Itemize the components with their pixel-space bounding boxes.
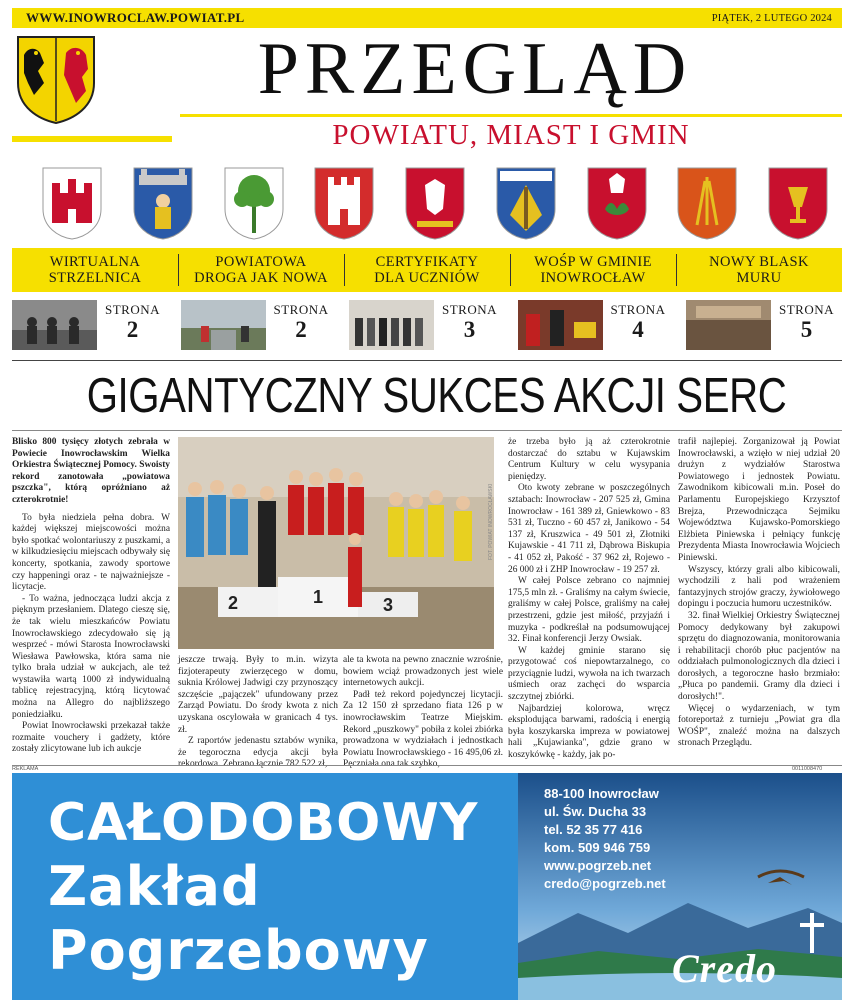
thumbnail-card[interactable] (686, 298, 842, 352)
page-label: STRONA (778, 302, 834, 317)
teaser-county-road[interactable] (178, 248, 344, 292)
teaser-nav (12, 248, 842, 292)
thumbnail-photo (686, 300, 771, 350)
masthead-subtitle: POWIATU, MIAST I GMIN (332, 119, 690, 151)
article-paragraph: że trzeba było ją aż czterokrotnie dostarczać do sztabu w Kujawskim Centrum Kultury w celu wysypania pieniędzy. (508, 437, 670, 482)
page-number: 4 (632, 317, 644, 342)
main-headline: GIGANTYCZNY SUKCES AKCJI SERC (86, 369, 787, 423)
article-paragraph: trafił najlepiej. Zorganizował ją Powiat Inowrocławski, a wzięło w niej udział 20 drużyn z wydziałów Starostwa Powiatowego i jednostek Powiatu. Zawodnikom kibicowali m.in. Poseł do Parlamentu Europejskiego Krzysztof Brejza, Przewodnicząca Sejmiku Województwa Kujawsko-Pomorskiego Elżbieta Piniewska i pełniący funkcję Prezydenta Miasta Inowrocławia Wojciech Piniewski. (678, 437, 840, 563)
ad-phone[interactable]: tel. 52 35 77 416 (544, 822, 643, 837)
page-number: 2 (126, 317, 139, 342)
article-paragraph: W każdej gminie starano się przygotować coś niepowtarzalnego, co przyciągnie ludzi, wywoła na ich twarzach uśmiech oraz zachęci do wsparcia szczytnej zbiórki. (508, 645, 670, 703)
ad-mobile[interactable]: kom. 509 946 759 (544, 840, 651, 855)
article-paragraph: Wszyscy, którzy grali albo kibicowali, wychodzili z hali pod wrażeniem fantazyjnych strojów graczy, żywiołowego dopingu i poczucia humoru uczestników. (678, 564, 840, 610)
ad-address: 88-100 Inowrocław (544, 786, 659, 801)
thumbnail-photo (349, 300, 434, 350)
teaser-line: INOWROCŁAW (540, 270, 646, 286)
ad-website-link[interactable]: www.pogrzeb.net (544, 858, 652, 873)
crest-inowroclaw-icon (40, 165, 104, 241)
ad-number: 0011008470 (792, 766, 823, 772)
crest-inowroclaw-county-icon (403, 165, 467, 241)
article-paragraph: - To ważna, jednocząca ludzi akcja z pięknym przesłaniem. Dlatego cieszę się, że tak wielu mieszkańców Powiatu Inowrocławskiego zdecydowało się ją wesprzeć - mówi Starosta Inowrocławski Wiesława Pawłowska, która sama nie tylko brała udział w aukcjach, ale też wystawiła wartą 1000 zł indywidualną tablicę rejestracyjną, którą licytować można na Allegro do najbliższego poniedziałku. (12, 593, 170, 720)
divider (12, 430, 842, 431)
page-number: 2 (295, 317, 307, 342)
top-bar (12, 8, 842, 28)
article-column-2 (178, 655, 338, 771)
page-label: STRONA (441, 302, 497, 317)
article-paragraph: To była niedziela pełna dobra. W każdej większej miejscowości można było spotkać wolontariuszy z puszkami, a w kilkudziesięciu miejscach odbywały się koncerty, spotkania, zawody sportowe czy happeningi oraz - te najważniejsze - licytacje. (12, 512, 170, 593)
masthead-accent-bar (12, 136, 172, 142)
funeral-home-ad[interactable] (12, 773, 842, 1000)
masthead-rule (180, 114, 842, 117)
page-label: STRONA (610, 302, 666, 317)
municipal-crests-row (40, 165, 830, 245)
masthead-title: PRZEGLĄD (257, 28, 693, 110)
issue-date: PIĄTEK, 2 LUTEGO 2024 (711, 12, 832, 24)
crest-gmina-inowroclaw-icon (494, 165, 558, 241)
teaser-line: DROGA JAK NOWA (194, 270, 328, 286)
teaser-shooting-range[interactable] (12, 248, 178, 292)
article-paragraph: Powiat Inowrocławski przekazał także rozmaite vouchery i gadżety, które zostały zlicytowane lub ich aukcje (12, 721, 170, 755)
crest-rojewo-icon (766, 165, 830, 241)
teaser-line: MURU (736, 270, 782, 286)
county-crest-icon (14, 33, 98, 125)
thumbnail-photo (12, 300, 97, 350)
teaser-line: POWIATOWA (215, 254, 307, 270)
teaser-line: DLA UCZNIÓW (374, 270, 480, 286)
article-paragraph: jeszcze trwają. Były to m.in. wizyta fizjoterapeuty zwierzęcego w domu, suknia Królowej Jadwigi czy przynoszący szczęście „pajączek" ufundowany przez Zarząd Powiatu. Do środy kwota z nich uzyskana oscylowała w granicach 4 tys. zł. (178, 655, 338, 735)
teaser-thumbnails (12, 298, 842, 352)
article-paragraph: Oto kwoty zebrane w poszczególnych sztabach: Inowrocław - 207 525 zł, Gmina Inowrocław - 161 389 zł, Gniewkowo - 83 531 zł, Tuczno - 60 457 zł, Janikowo - 54 137 zł, Kruszwica - 49 501 zł, Złotniki Kujawskie - 41 711 zł, Dąbrowa Biskupia - 41 052 zł, Pakość - 37 962 zł, Rojewo - 26 000 zł i ZHP Inowrocław - 19 257 zł. (508, 483, 670, 575)
thumbnail-card[interactable] (349, 298, 505, 352)
page-number: 5 (800, 317, 813, 342)
ad-headline-line-2: Zakład (48, 855, 261, 918)
teaser-line: CERTYFIKATY (375, 254, 479, 270)
page-number: 3 (463, 317, 476, 342)
teaser-line: STRZELNICA (48, 270, 142, 286)
crest-kruszwica-icon (312, 165, 376, 241)
article-paragraph: W całej Polsce zebrano co najmniej 175,5 mln zł. - Graliśmy na całym świecie, graliśmy w całej Polsce, graliśmy na całej przestrzeni, gdzie jest miłość, przyjaźń i muzyka - podkreślał na podsumowującej 32. Finał konferencji Jerzy Owsiak. (508, 576, 670, 645)
thumbnail-card[interactable] (12, 298, 168, 352)
article-paragraph: 32. finał Wielkiej Orkiestry Świątecznej Pomocy dedykowany był zakupowi sprzętu do diagnozowania, monitorowania i rehabilitacji chorób płuc pacjentów na oddziałach pulmonologicznych dla dzieci i dorosłych, a tegoroczne hasło brzmiało: „Płuca po pandemii. Gramy dla dzieci i dorosłych!". (678, 610, 840, 703)
thumbnail-photo (181, 300, 266, 350)
page-label: STRONA (273, 302, 329, 317)
crest-gniewkowo-icon (131, 165, 195, 241)
svg-text:2: 2 (228, 593, 239, 613)
article-column-5 (678, 437, 840, 750)
crest-zlotniki-kujawskie-icon (675, 165, 739, 241)
svg-text:1: 1 (313, 587, 324, 607)
teaser-wall[interactable] (676, 248, 842, 292)
article-paragraph: ale ta kwota na pewno znacznie wzrośnie, bowiem wciąż prowadzonych jest wiele internetowych aukcji. (343, 655, 503, 689)
photo-credit: FOT. POWIAT INOWROCŁAWSKI (488, 483, 494, 560)
svg-text:3: 3 (383, 595, 394, 615)
article-column-4 (508, 437, 670, 762)
ad-headline-line-3: Pogrzebowy (48, 919, 429, 982)
thumbnail-card[interactable] (181, 298, 337, 352)
thumbnail-photo (518, 300, 603, 350)
ad-brand-logo: Credo (672, 946, 777, 991)
divider (12, 765, 842, 766)
article-column-1 (12, 437, 170, 756)
site-url[interactable]: WWW.INOWROCLAW.POWIAT.PL (26, 10, 245, 25)
article-paragraph: Padł też rekord pojedynczej licytacji. Za 12 150 zł sprzedano fiata 126 p w inowrocławskim Teatrze Miejskim. Rekord „puszkowy" pobiła z kolei zbiórka prowadzona w wydziałach i jednostkach Powiatu Inowrocławskiego - 16 495,06 zł. (343, 689, 503, 758)
teaser-line: WIRTUALNA (49, 254, 141, 270)
teaser-wosp[interactable] (510, 248, 676, 292)
ad-label: REKLAMA (12, 766, 39, 772)
ad-contact-block (544, 785, 666, 893)
page-label: STRONA (104, 302, 160, 317)
ad-street: ul. Św. Ducha 33 (544, 804, 647, 819)
article-paragraph: Z raportów jedenastu sztabów wynika, że tegoroczna edycja akcji była (178, 736, 338, 758)
teaser-line: NOWY BLASK (709, 254, 809, 270)
article-paragraph: Więcej o wydarzeniach, w tym fotoreportaż z turnieju „Powiat gra dla WOŚP", znaleźć można na dalszych stronach Przeglądu. (678, 703, 840, 749)
article-lead: Blisko 800 tysięcy złotych zebrała w Powiecie Inowrocławskim Wielka Orkiestra Świątecznej Pomocy. Swoisty rekord zanotowała „powiatowa pszczka", którą opróżniano aż czterokrotnie! (12, 437, 170, 505)
ad-email-link[interactable]: credo@pogrzeb.net (544, 876, 666, 891)
article-column-3 (343, 655, 503, 771)
teaser-line: WOŚP W GMINIE (534, 254, 652, 270)
ad-headline-line-1: CAŁODOBOWY (48, 793, 479, 853)
crest-dabrowa-biskupia-icon (585, 165, 649, 241)
thumbnail-card[interactable] (518, 298, 674, 352)
article-paragraph: Najbardziej kolorowa, wręcz eksplodująca barwami, radością i energią była koszykarska impreza w powiatowej hali „Kujawianka", gdzie grano w koszykówkę - każdy, jak po- (508, 703, 670, 761)
article-photo (178, 437, 494, 649)
crest-janikowo-icon (222, 165, 286, 241)
divider (12, 360, 842, 361)
teaser-certificates[interactable] (344, 248, 510, 292)
